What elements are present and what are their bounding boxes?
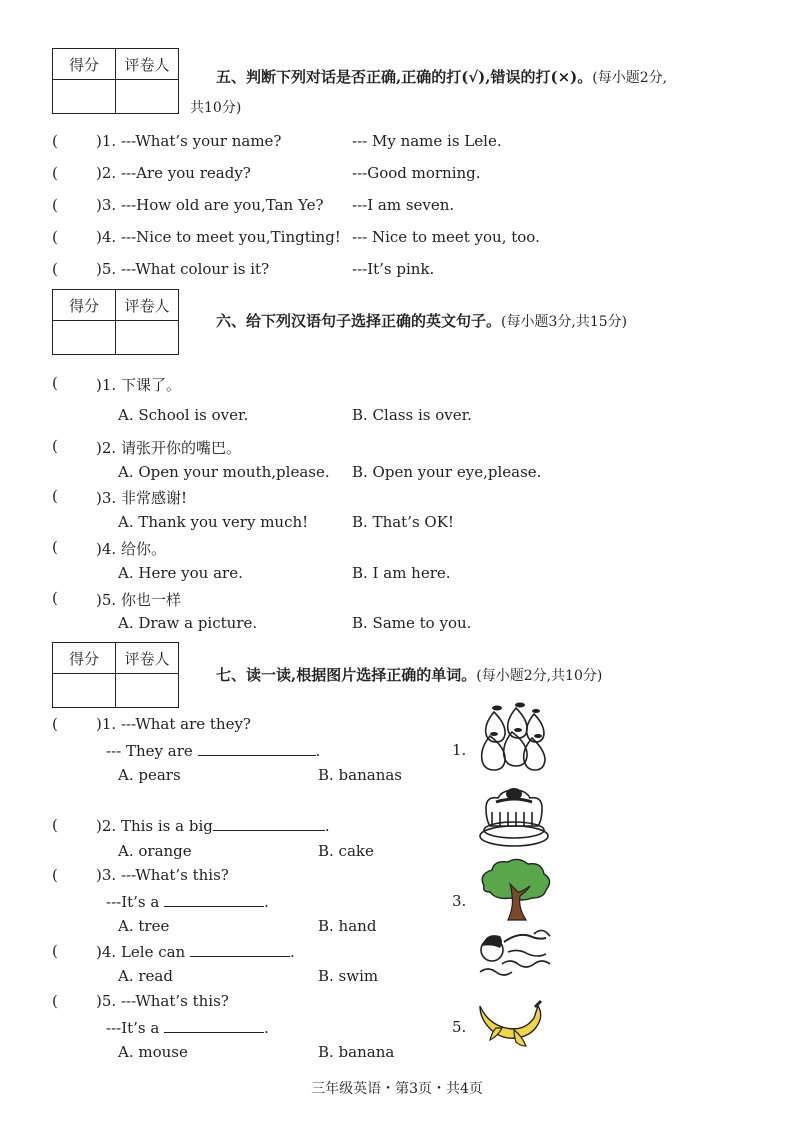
question-text: )5. ---What colour is it? (96, 260, 270, 278)
picture-number: 3. (452, 892, 467, 910)
option-a[interactable]: A. Open your mouth,please. (118, 463, 330, 481)
page-footer: 三年级英语・第3页・共4页 (311, 1081, 483, 1097)
option-a[interactable]: A. School is over. (118, 406, 249, 424)
answer-text: ---Good morning. (352, 164, 481, 182)
score-table-section6 (52, 289, 179, 355)
swimming-picture (474, 924, 564, 988)
question-text: )4. ---Nice to meet you,Tingting! (96, 228, 341, 246)
score-label: 得分 (53, 290, 116, 321)
answer-paren[interactable]: ( (52, 437, 58, 455)
banana-icon (480, 1006, 541, 1038)
section6-heading: 六、给下列汉语句子选择正确的英文句子。(每小题3分,共15分) (216, 312, 628, 330)
option-b[interactable]: B. bananas (318, 766, 403, 784)
option-b[interactable]: B. cake (318, 842, 374, 860)
question-text: ---It’s a . (106, 893, 269, 911)
option-b[interactable]: B. Class is over. (352, 406, 472, 424)
answer-text: --- My name is Lele. (352, 132, 502, 150)
list-item (52, 260, 58, 278)
option-a[interactable]: A. orange (118, 842, 192, 860)
question-text: )2. ---Are you ready? (96, 164, 251, 182)
grader-cell[interactable] (116, 321, 179, 355)
score-label: 得分 (53, 49, 116, 80)
question-text: )1. ---What are they? (96, 715, 251, 733)
option-a[interactable]: A. mouse (118, 1043, 188, 1061)
answer-paren[interactable]: ( (52, 715, 58, 733)
pear-icon (527, 714, 544, 742)
question-text: )5. 你也一样 (96, 591, 181, 609)
score-label: 得分 (53, 643, 116, 674)
score-table-section5 (52, 48, 179, 114)
question-text: )2. 请张开你的嘴巴。 (96, 439, 241, 457)
option-a[interactable]: A. read (118, 967, 173, 985)
answer-paren[interactable]: ( (52, 589, 58, 607)
option-b[interactable]: B. Open your eye,please. (352, 463, 542, 481)
grader-cell[interactable] (116, 80, 179, 114)
answer-paren[interactable]: ( (52, 196, 58, 214)
tree-picture (476, 858, 556, 922)
answer-paren[interactable]: ( (52, 132, 58, 150)
picture-number: 5. (452, 1018, 467, 1036)
answer-paren[interactable]: ( (52, 538, 58, 556)
list-item (52, 196, 58, 214)
fill-blank[interactable] (198, 741, 316, 756)
answer-paren[interactable]: ( (52, 164, 58, 182)
answer-text: ---I am seven. (352, 196, 455, 214)
fill-blank[interactable] (213, 816, 325, 831)
question-text: )5. ---What’s this? (96, 992, 229, 1010)
question-text: )4. 给你。 (96, 540, 166, 558)
section5-heading-cont: 共10分) (190, 100, 242, 116)
answer-paren[interactable]: ( (52, 816, 58, 834)
list-item (52, 132, 58, 150)
option-b[interactable]: B. That’s OK! (352, 513, 454, 531)
pears-picture (476, 702, 552, 778)
score-table-section7 (52, 642, 179, 708)
option-a[interactable]: A. tree (118, 917, 170, 935)
section5-heading: 五、判断下列对话是否正确,正确的打(√),错误的打(×)。(每小题2分, (216, 68, 668, 86)
option-a[interactable]: A. pears (118, 766, 181, 784)
option-b[interactable]: B. banana (318, 1043, 395, 1061)
score-cell[interactable] (53, 80, 116, 114)
grader-cell[interactable] (116, 674, 179, 708)
question-text: )4. Lele can . (96, 943, 295, 961)
cake-picture (476, 782, 552, 852)
banana-picture (474, 998, 550, 1050)
answer-paren[interactable]: ( (52, 374, 58, 392)
answer-paren[interactable]: ( (52, 866, 58, 884)
fill-blank[interactable] (190, 942, 290, 957)
question-text: )1. ---What’s your name? (96, 132, 282, 150)
question-text: )3. ---What’s this? (96, 866, 229, 884)
question-text: --- They are . (106, 742, 321, 760)
question-text: ---It’s a . (106, 1019, 269, 1037)
option-b[interactable]: B. Same to you. (352, 614, 472, 632)
grader-label: 评卷人 (116, 290, 179, 321)
score-cell[interactable] (53, 674, 116, 708)
grader-label: 评卷人 (116, 643, 179, 674)
section7-heading: 七、读一读,根据图片选择正确的单词。(每小题2分,共10分) (216, 666, 603, 684)
fill-blank[interactable] (164, 1018, 264, 1033)
answer-paren[interactable]: ( (52, 487, 58, 505)
answer-text: ---It’s pink. (352, 260, 435, 278)
answer-paren[interactable]: ( (52, 942, 58, 960)
answer-paren[interactable]: ( (52, 228, 58, 246)
list-item (52, 164, 58, 182)
option-b[interactable]: B. I am here. (352, 564, 451, 582)
grader-label: 评卷人 (116, 49, 179, 80)
list-item (52, 228, 58, 246)
option-b[interactable]: B. swim (318, 967, 379, 985)
picture-number: 1. (452, 741, 467, 759)
option-a[interactable]: A. Here you are. (118, 564, 243, 582)
question-text: )3. ---How old are you,Tan Ye? (96, 196, 324, 214)
score-cell[interactable] (53, 321, 116, 355)
answer-paren[interactable]: ( (52, 260, 58, 278)
fill-blank[interactable] (164, 892, 264, 907)
option-a[interactable]: A. Draw a picture. (118, 614, 258, 632)
question-text: )2. This is a big . (96, 817, 330, 835)
question-text: )1. 下课了。 (96, 376, 181, 394)
option-a[interactable]: A. Thank you very much! (118, 513, 309, 531)
answer-paren[interactable]: ( (52, 992, 58, 1010)
question-text: )3. 非常感谢! (96, 489, 187, 507)
option-b[interactable]: B. hand (318, 917, 377, 935)
answer-text: --- Nice to meet you, too. (352, 228, 540, 246)
